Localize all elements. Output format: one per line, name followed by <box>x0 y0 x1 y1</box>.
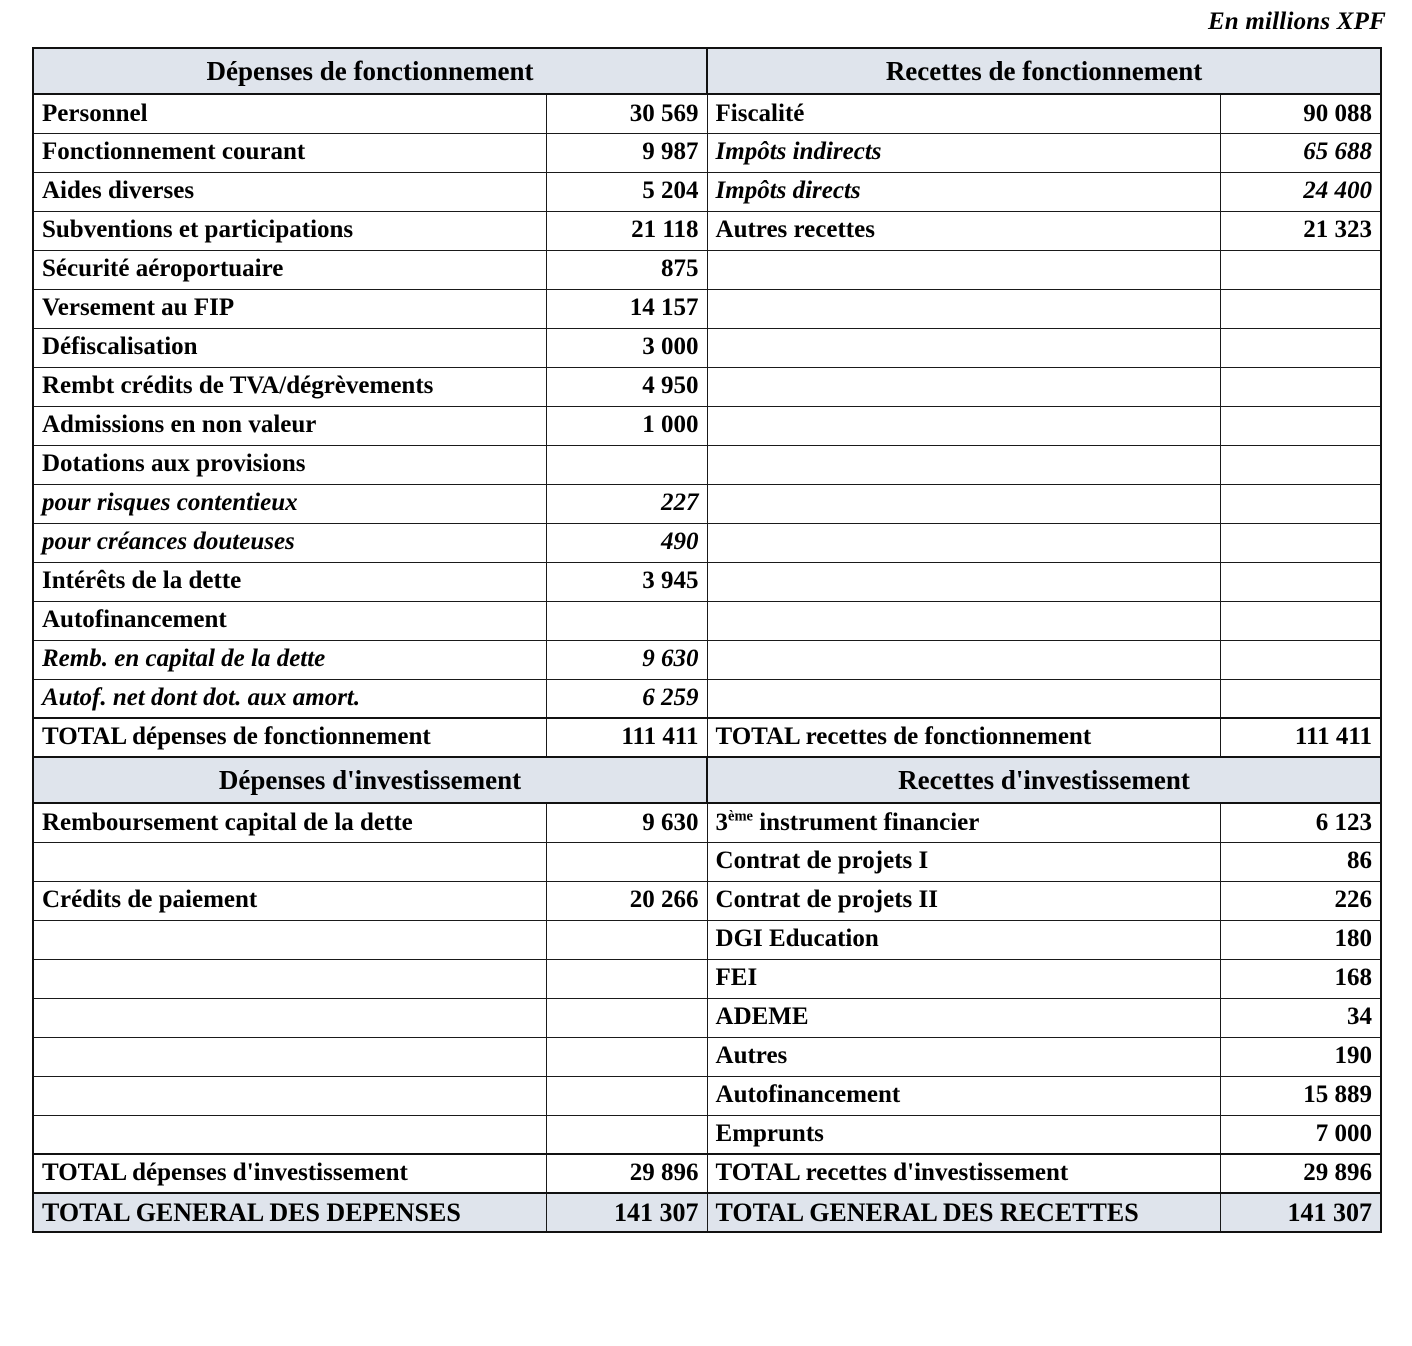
row-value-right: 34 <box>1220 998 1381 1037</box>
row-value-left: 3 945 <box>546 562 707 601</box>
table-row <box>33 484 1381 523</box>
row-value-right <box>1220 367 1381 406</box>
row-label-right: Impôts directs <box>707 172 1220 211</box>
row-value-left <box>546 1115 707 1154</box>
table-row <box>33 1037 1381 1076</box>
row-label-right <box>707 445 1220 484</box>
total-value-left: 29 896 <box>546 1154 707 1193</box>
table-row <box>33 640 1381 679</box>
row-value-right <box>1220 250 1381 289</box>
row-value-right: 21 323 <box>1220 211 1381 250</box>
row-label-left: Personnel <box>33 94 546 133</box>
section-total-row <box>33 718 1381 757</box>
row-label-left <box>33 959 546 998</box>
section-header-investissement-left: Dépenses d'investissement <box>33 757 707 803</box>
row-label-left: Fonctionnement courant <box>33 133 546 172</box>
table-row <box>33 172 1381 211</box>
row-value-left <box>546 601 707 640</box>
row-value-right: 190 <box>1220 1037 1381 1076</box>
budget-table-body <box>33 48 1381 1232</box>
section-header-fonctionnement-right: Recettes de fonctionnement <box>707 48 1381 94</box>
section-total-row <box>33 1154 1381 1193</box>
row-label-left: Versement au FIP <box>33 289 546 328</box>
row-value-left: 9 630 <box>546 803 707 842</box>
row-label-right <box>707 562 1220 601</box>
table-row <box>33 1076 1381 1115</box>
row-label-left: Autofinancement <box>33 601 546 640</box>
ordinal-suffix: ème <box>728 808 753 825</box>
row-label-right <box>707 250 1220 289</box>
row-label-right <box>707 367 1220 406</box>
table-row <box>33 601 1381 640</box>
row-label-right <box>707 679 1220 718</box>
table-row <box>33 250 1381 289</box>
row-label-left: Aides diverses <box>33 172 546 211</box>
table-row <box>33 133 1381 172</box>
row-value-left <box>546 959 707 998</box>
row-value-left: 875 <box>546 250 707 289</box>
row-value-right: 168 <box>1220 959 1381 998</box>
row-value-left <box>546 445 707 484</box>
row-label-left <box>33 1037 546 1076</box>
total-label-right: TOTAL recettes de fonctionnement <box>707 718 1220 757</box>
row-label-right <box>707 601 1220 640</box>
row-value-right: 226 <box>1220 881 1381 920</box>
table-row <box>33 562 1381 601</box>
row-label-left: Sécurité aéroportuaire <box>33 250 546 289</box>
grand-total-value-right: 141 307 <box>1220 1193 1381 1232</box>
row-value-right: 15 889 <box>1220 1076 1381 1115</box>
row-label-right: Autres recettes <box>707 211 1220 250</box>
row-value-left <box>546 1076 707 1115</box>
row-value-left: 20 266 <box>546 881 707 920</box>
row-label-left <box>33 1115 546 1154</box>
row-label-left <box>33 998 546 1037</box>
row-label-right: Autres <box>707 1037 1220 1076</box>
section-header-row <box>33 757 1381 803</box>
row-value-left: 227 <box>546 484 707 523</box>
row-value-right <box>1220 562 1381 601</box>
row-value-left: 1 000 <box>546 406 707 445</box>
row-value-left <box>546 1037 707 1076</box>
row-label-left: pour créances douteuses <box>33 523 546 562</box>
row-label-right <box>707 484 1220 523</box>
table-row <box>33 959 1381 998</box>
row-label-right: DGI Education <box>707 920 1220 959</box>
row-value-right <box>1220 328 1381 367</box>
table-row <box>33 881 1381 920</box>
row-label-right <box>707 406 1220 445</box>
row-label-right <box>707 523 1220 562</box>
table-row <box>33 679 1381 718</box>
row-label-left <box>33 1076 546 1115</box>
row-label-left: pour risques contentieux <box>33 484 546 523</box>
row-label-right: Fiscalité <box>707 94 1220 133</box>
total-value-left: 111 411 <box>546 718 707 757</box>
row-label-left: Intérêts de la dette <box>33 562 546 601</box>
table-row <box>33 94 1381 133</box>
grand-total-row <box>33 1193 1381 1232</box>
row-label-right: Impôts indirects <box>707 133 1220 172</box>
table-row <box>33 445 1381 484</box>
grand-total-label-right: TOTAL GENERAL DES RECETTES <box>707 1193 1220 1232</box>
row-value-left: 5 204 <box>546 172 707 211</box>
row-label-left: Dotations aux provisions <box>33 445 546 484</box>
total-label-right: TOTAL recettes d'investissement <box>707 1154 1220 1193</box>
row-label-right <box>707 328 1220 367</box>
row-value-left <box>546 920 707 959</box>
table-row <box>33 289 1381 328</box>
section-header-row <box>33 48 1381 94</box>
row-label-left: Autof. net dont dot. aux amort. <box>33 679 546 718</box>
row-value-right <box>1220 445 1381 484</box>
row-label-left: Admissions en non valeur <box>33 406 546 445</box>
row-value-left: 6 259 <box>546 679 707 718</box>
grand-total-label-left: TOTAL GENERAL DES DEPENSES <box>33 1193 546 1232</box>
row-label-right: 3ème instrument financier <box>707 803 1220 842</box>
row-value-right: 7 000 <box>1220 1115 1381 1154</box>
row-value-right: 180 <box>1220 920 1381 959</box>
row-value-left: 4 950 <box>546 367 707 406</box>
row-label-right <box>707 289 1220 328</box>
row-value-right: 90 088 <box>1220 94 1381 133</box>
row-label-left: Rembt crédits de TVA/dégrèvements <box>33 367 546 406</box>
table-row <box>33 328 1381 367</box>
section-header-investissement-right: Recettes d'investissement <box>707 757 1381 803</box>
row-label-right: FEI <box>707 959 1220 998</box>
section-header-fonctionnement-left: Dépenses de fonctionnement <box>33 48 707 94</box>
budget-table <box>32 47 1382 1233</box>
row-label-right: Contrat de projets I <box>707 842 1220 881</box>
row-value-right <box>1220 679 1381 718</box>
table-row <box>33 367 1381 406</box>
row-value-right: 24 400 <box>1220 172 1381 211</box>
total-label-left: TOTAL dépenses de fonctionnement <box>33 718 546 757</box>
row-label-right: Autofinancement <box>707 1076 1220 1115</box>
row-value-right <box>1220 601 1381 640</box>
row-value-left: 30 569 <box>546 94 707 133</box>
table-row <box>33 1115 1381 1154</box>
row-label-left: Subventions et participations <box>33 211 546 250</box>
row-value-left: 9 630 <box>546 640 707 679</box>
row-label-left: Crédits de paiement <box>33 881 546 920</box>
row-label-right: Emprunts <box>707 1115 1220 1154</box>
table-row <box>33 803 1381 842</box>
row-value-right: 86 <box>1220 842 1381 881</box>
row-label-left: Remb. en capital de la dette <box>33 640 546 679</box>
row-label-right <box>707 640 1220 679</box>
row-value-right <box>1220 640 1381 679</box>
row-label-right: ADEME <box>707 998 1220 1037</box>
row-label-left <box>33 920 546 959</box>
row-value-left <box>546 998 707 1037</box>
total-value-right: 29 896 <box>1220 1154 1381 1193</box>
row-value-right <box>1220 523 1381 562</box>
table-row <box>33 998 1381 1037</box>
units-caption: En millions XPF <box>1207 8 1386 35</box>
row-label-left: Remboursement capital de la dette <box>33 803 546 842</box>
grand-total-value-left: 141 307 <box>546 1193 707 1232</box>
row-label-left: Défiscalisation <box>33 328 546 367</box>
row-value-left: 21 118 <box>546 211 707 250</box>
total-label-left: TOTAL dépenses d'investissement <box>33 1154 546 1193</box>
row-value-left <box>546 842 707 881</box>
row-value-left: 490 <box>546 523 707 562</box>
row-value-right <box>1220 484 1381 523</box>
row-value-left: 9 987 <box>546 133 707 172</box>
table-row <box>33 920 1381 959</box>
table-row <box>33 523 1381 562</box>
row-value-right <box>1220 289 1381 328</box>
row-label-right: Contrat de projets II <box>707 881 1220 920</box>
row-value-right: 65 688 <box>1220 133 1381 172</box>
row-value-right: 6 123 <box>1220 803 1381 842</box>
row-value-left: 3 000 <box>546 328 707 367</box>
table-row <box>33 211 1381 250</box>
total-value-right: 111 411 <box>1220 718 1381 757</box>
table-row <box>33 842 1381 881</box>
row-label-left <box>33 842 546 881</box>
table-row <box>33 406 1381 445</box>
row-value-right <box>1220 406 1381 445</box>
row-value-left: 14 157 <box>546 289 707 328</box>
